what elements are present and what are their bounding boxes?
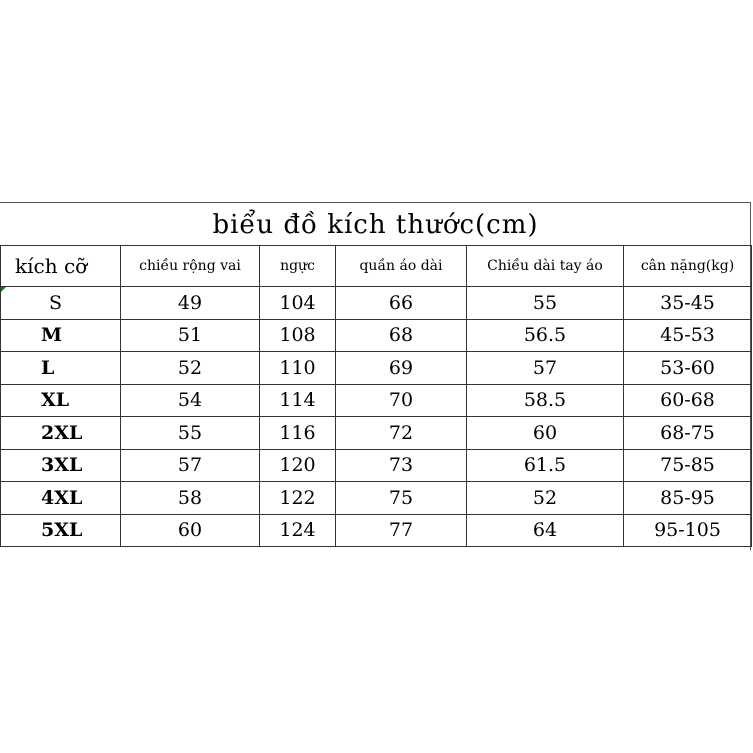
size-table xyxy=(0,245,752,547)
size-chart xyxy=(0,202,751,550)
table-cell: 54 xyxy=(121,384,260,417)
table-cell: 60 xyxy=(467,417,624,450)
table-cell: 116 xyxy=(260,417,336,450)
table-cell: 120 xyxy=(260,449,336,482)
table-cell: 58.5 xyxy=(467,384,624,417)
table-cell: 61.5 xyxy=(467,449,624,482)
table-cell: 104 xyxy=(260,287,336,320)
table-cell: 69 xyxy=(336,352,467,385)
table-cell: 124 xyxy=(260,514,336,547)
table-cell: 35-45 xyxy=(624,287,752,320)
table-cell: 75 xyxy=(336,482,467,515)
table-cell: 68-75 xyxy=(624,417,752,450)
size-label: L xyxy=(41,356,55,379)
table-row xyxy=(1,482,752,515)
table-row xyxy=(1,319,752,352)
table-cell: 77 xyxy=(336,514,467,547)
table-cell: 114 xyxy=(260,384,336,417)
table-cell: 70 xyxy=(336,384,467,417)
table-cell: 45-53 xyxy=(624,319,752,352)
header-weight: cân nặng(kg) xyxy=(624,246,752,287)
table-row xyxy=(1,417,752,450)
header-shoulder-width: chiều rộng vai xyxy=(121,246,260,287)
table-cell: 58 xyxy=(121,482,260,515)
size-label: M xyxy=(41,324,63,347)
table-cell: 110 xyxy=(260,352,336,385)
size-label: 4XL xyxy=(41,486,83,509)
header-size: kích cỡ xyxy=(1,246,121,287)
size-label: 2XL xyxy=(41,421,83,444)
size-label: S xyxy=(49,291,63,314)
table-cell: 75-85 xyxy=(624,449,752,482)
table-cell: 57 xyxy=(467,352,624,385)
header-sleeve-length: Chiều dài tay áo xyxy=(467,246,624,287)
table-cell: 60 xyxy=(121,514,260,547)
table-row xyxy=(1,514,752,547)
table-cell: 72 xyxy=(336,417,467,450)
header-chest: ngực xyxy=(260,246,336,287)
table-cell: 55 xyxy=(467,287,624,320)
table-cell: 55 xyxy=(121,417,260,450)
table-cell: 122 xyxy=(260,482,336,515)
table-cell: 53-60 xyxy=(624,352,752,385)
table-cell: 52 xyxy=(121,352,260,385)
header-row xyxy=(1,246,752,287)
chart-title: biểu đồ kích thước(cm) xyxy=(212,210,539,240)
table-cell: 57 xyxy=(121,449,260,482)
table-row xyxy=(1,449,752,482)
table-cell: 60-68 xyxy=(624,384,752,417)
size-label: 3XL xyxy=(41,454,83,477)
table-row xyxy=(1,384,752,417)
table-row xyxy=(1,287,752,320)
table-cell: 52 xyxy=(467,482,624,515)
table-cell: 68 xyxy=(336,319,467,352)
table-cell: 49 xyxy=(121,287,260,320)
table-cell: 51 xyxy=(121,319,260,352)
size-label: 5XL xyxy=(41,519,83,542)
table-row xyxy=(1,352,752,385)
size-label: XL xyxy=(41,389,70,412)
table-cell: 73 xyxy=(336,449,467,482)
table-cell: 66 xyxy=(336,287,467,320)
table-cell: 95-105 xyxy=(624,514,752,547)
table-cell: 56.5 xyxy=(467,319,624,352)
table-cell: 64 xyxy=(467,514,624,547)
table-cell: 108 xyxy=(260,319,336,352)
table-cell: 85-95 xyxy=(624,482,752,515)
header-length: quần áo dài xyxy=(336,246,467,287)
